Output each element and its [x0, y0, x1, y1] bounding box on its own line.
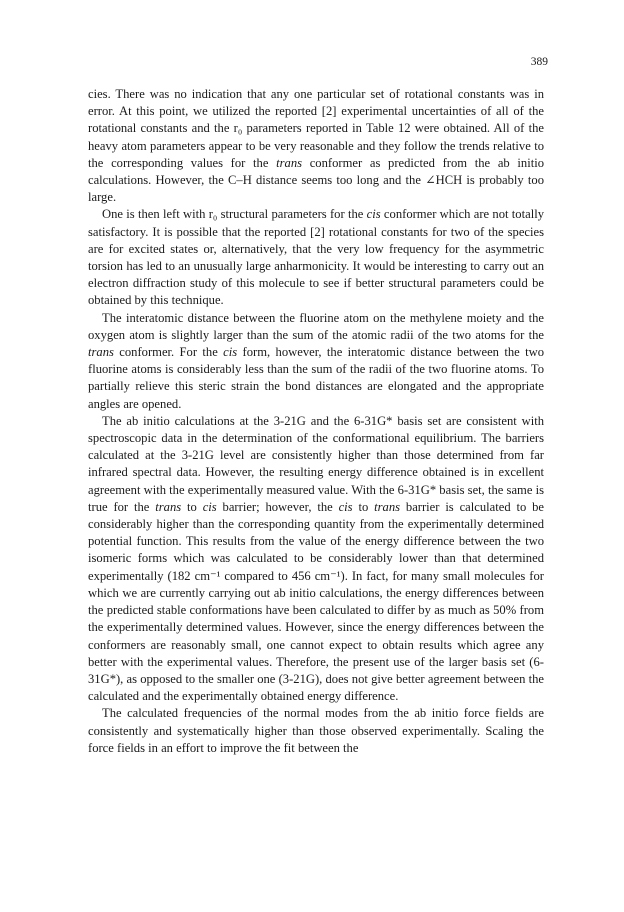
text-run: barrier is calculated to be considerably higher than the corresponding quantity from the experimentally determined potential function. This results from the value of the energy difference between the two isomeric forms which was calculated to be considerably lower than that determined experimentally (182 cm⁻¹ compared to 456 cm⁻¹). In fact, for many small molecules for which we are currently carrying out ab initio calculations, the energy differences between the predicted stable conformations have been calculated to differ by as much as 50% from the experimentally determined values. However, since the energy differences between the conformers are reasonably small, one cannot expect to obtain results which agree any better with the experimental values. Therefore, the present use of the larger basis set (6-31G*), as opposed to the smaller one (3-21G), does not give better agreement between the calculated and the experimentally obtained energy difference. — [88, 499, 545, 704]
text-run: to — [352, 499, 375, 514]
text-run: One is then left with r₀ structural parameters for the — [102, 207, 367, 222]
text-run: form, however, the interatomic distance between the two fluorine atoms is considerably less than the sum of the radii of the two fluorine atoms. To partially relieve this steric strain the bond distances are elongated and the appropriate angles are opened. — [88, 345, 544, 411]
text-run: conformer which are not totally satisfactory. It is possible that the reported [2] rotational constants for two of the species are for excited states or, alternatively, that the very low frequency for the asymmetric torsion has led to an unusually large anharmonicity. It would be interesting to carry out an electron diffraction study of this molecule to see if better structural parameters could be obtained by this technique. — [88, 207, 544, 308]
paragraph — [88, 206, 544, 309]
paragraph — [88, 310, 544, 413]
italic-term: cis — [202, 499, 217, 514]
paragraph — [88, 705, 544, 757]
italic-term: cis — [223, 345, 238, 360]
paragraph — [88, 86, 544, 206]
page-number: 389 — [530, 56, 548, 68]
text-run: conformer. For the — [113, 345, 224, 360]
text-run: barrier; however, the — [216, 499, 339, 514]
body-text — [88, 86, 544, 757]
italic-term: trans — [374, 499, 401, 514]
text-run: conformer as predicted from the ab initio calculations. However, the C–H distance seems too long and the ∠HCH is probably too large. — [88, 155, 544, 205]
text-run: The ab initio calculations at the 3-21G and the 6-31G* basis set are consistent with spectroscopic data in the determination of the conformational equilibrium. The barriers calculated at the 3-21G level are consistently higher than those determined from far infrared spectral data. However, the resulting energy difference obtained is in excellent agreement with the experimentally measured value. With the 6-31G* basis set, the same is true for the — [88, 413, 544, 514]
text-run: The calculated frequencies of the normal modes from the ab initio force fields are consistently and systematically higher than those observed experimentally. Scaling the force fields in an effort to improve the fit between the — [88, 706, 544, 755]
italic-term: trans — [88, 345, 114, 360]
text-run: The interatomic distance between the fluorine atom on the methylene moiety and the oxygen atom is slightly larger than the sum of the atomic radii of the two atoms for the — [88, 310, 544, 342]
italic-term: cis — [338, 499, 353, 514]
italic-term: trans — [276, 155, 303, 170]
text-run: cies. There was no indication that any one particular set of rotational constants was in error. At this point, we utilized the reported [2] experimental uncertainties of all of the rotational constants and the r₀ parameters reported in Table 12 were obtained. All of the heavy atom parameters appear to be very reasonable and they follow the trends relative to the corresponding values for the — [88, 87, 544, 170]
text-run: to — [181, 499, 203, 514]
italic-term: cis — [366, 207, 381, 222]
italic-term: trans — [155, 499, 182, 514]
paragraph — [88, 413, 544, 705]
